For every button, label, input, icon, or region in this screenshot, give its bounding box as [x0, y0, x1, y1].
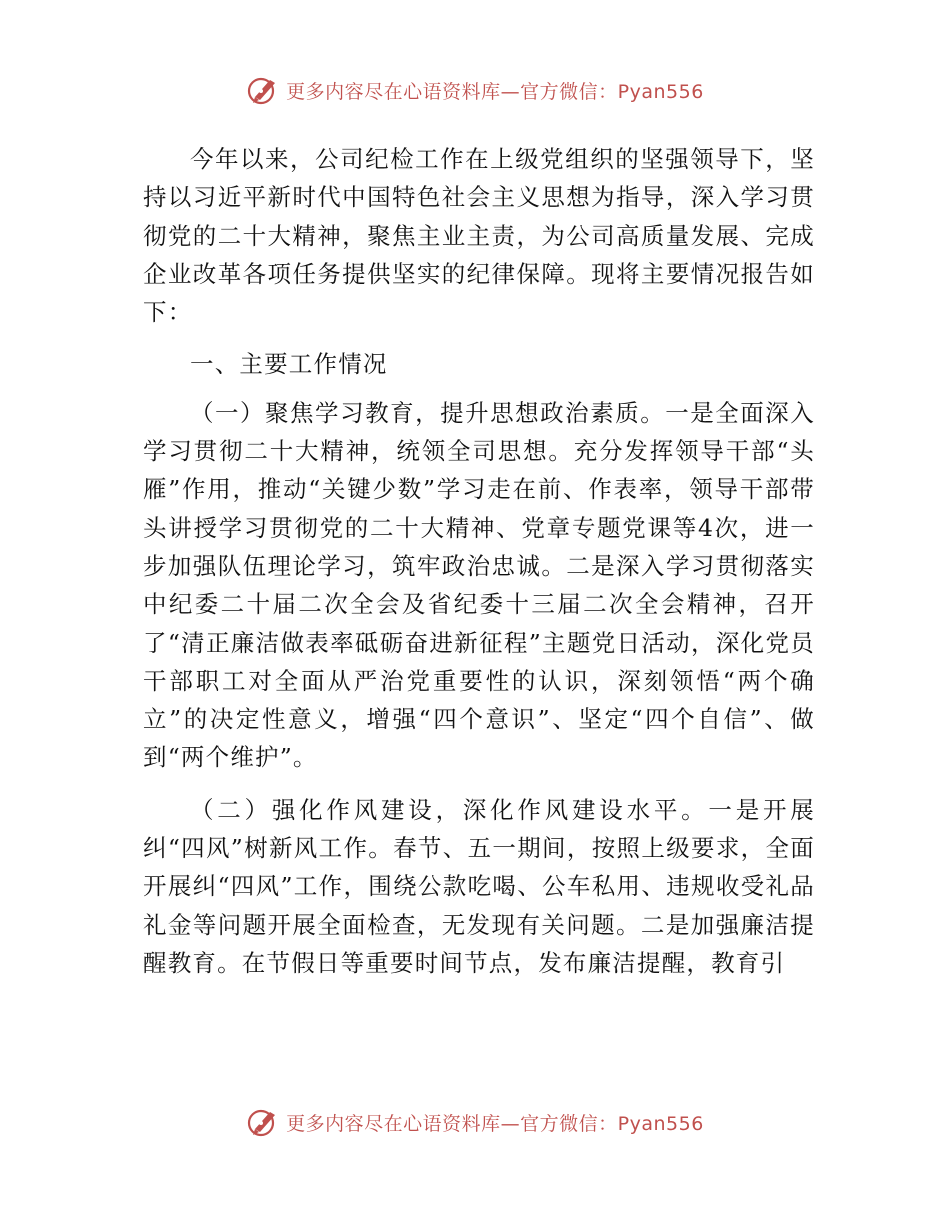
pen-nib-logo-icon	[246, 1106, 280, 1138]
section-heading: 一、主要工作情况	[190, 350, 388, 379]
document-body	[143, 140, 815, 982]
footer-watermark	[0, 1106, 950, 1138]
section-1-paragraph: （一）聚焦学习教育，提升思想政治素质。一是全面深入学习贯彻二十大精神，统领全司思想。充分发挥领导干部“头雁”作用，推动“关键少数”学习走在前、作表率，领导干部带头讲授学习贯彻党的二十大精神、党章专题党课等4次，进一步加强队伍理论学习，筑牢政治忠诚。二是深入学习贯彻落实中纪委二十届二次全会及省纪委十三届二次全会精神，召开了“清正廉洁做表率砥砺奋进新征程”主题党日活动，深化党员干部职工对全面从严治党重要性的认识，深刻领悟“两个确立”的决定性意义，增强“四个意识”、坚定“四个自信”、做到“两个维护”。	[143, 398, 815, 772]
watermark-text: 更多内容尽在心语资料库—官方微信：Pyan556	[286, 1112, 704, 1135]
header-watermark	[0, 74, 950, 106]
section-2-paragraph: （二）强化作风建设，深化作风建设水平。一是开展纠“四风”树新风工作。春节、五一期间，按照上级要求，全面开展纠“四风”工作，围绕公款吃喝、公车私用、违规收受礼品礼金等问题开展全面检查，无发现有关问题。二是加强廉洁提醒教育。在节假日等重要时间节点，发布廉洁提醒，教育引	[143, 795, 815, 977]
pen-nib-logo-icon	[246, 74, 280, 106]
watermark-text: 更多内容尽在心语资料库—官方微信：Pyan556	[286, 80, 704, 103]
intro-paragraph: 今年以来，公司纪检工作在上级党组织的坚强领导下，坚持以习近平新时代中国特色社会主义思想为指导，深入学习贯彻党的二十大精神，聚焦主业主责，为公司高质量发展、完成企业改革各项任务提供坚实的纪律保障。现将主要情况报告如下：	[143, 145, 815, 327]
